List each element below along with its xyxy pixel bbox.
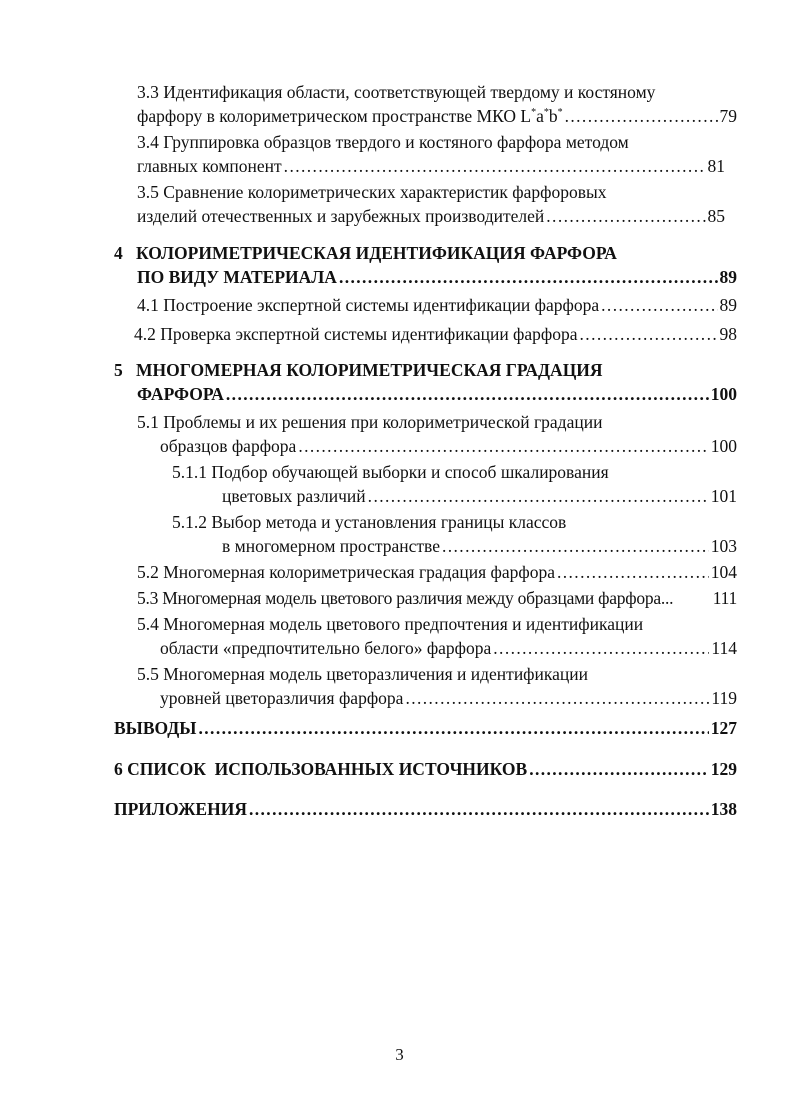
toc-entry-3-4-line2 [137, 154, 725, 178]
chapter-title: ПО ВИДУ МАТЕРИАЛА [137, 267, 337, 287]
toc-page-number: 89 [719, 295, 737, 315]
page-number: 3 [395, 1045, 404, 1064]
toc-entry-text: 5.3 Многомерная модель цветового различия между образцами фарфора... [137, 588, 674, 608]
toc-entry-text: 5.4 Многомерная модель цветового предпочтения и идентификации [137, 614, 644, 634]
toc-entry-5-1-1-line1 [172, 460, 609, 484]
chapter-number: 4 [114, 243, 123, 263]
dot-leader [493, 636, 709, 660]
toc-conclusions [114, 716, 737, 740]
dot-leader [557, 560, 709, 584]
toc-entry-text: изделий отечественных и зарубежных производителей [137, 206, 545, 226]
dot-leader [226, 382, 709, 406]
toc-page-number: 101 [710, 486, 737, 506]
chapter-title: ФАРФОРА [137, 384, 224, 404]
toc-chapter-4-line1 [114, 241, 617, 265]
toc-entry-3-3-line2 [137, 104, 737, 128]
toc-page-number: 98 [719, 324, 737, 344]
toc-entry-5-4-line1 [137, 612, 643, 636]
toc-entry-text: 5.1.2 Выбор метода и установления границы классов [172, 512, 567, 532]
toc-entry-text: уровней цветоразличия фарфора [160, 688, 404, 708]
chapter-title: МНОГОМЕРНАЯ КОЛОРИМЕТРИЧЕСКАЯ ГРАДАЦИЯ [136, 360, 603, 380]
toc-entry-5-3 [137, 586, 737, 610]
toc-entry-5-1-2-line1 [172, 510, 566, 534]
toc-page-number: 127 [710, 718, 737, 738]
toc-page-number: 104 [710, 562, 737, 582]
toc-entry-text: главных компонент [137, 156, 282, 176]
toc-entry-text: в многомерном пространстве [222, 536, 440, 556]
toc-entry-text: 5.2 Многомерная колориметрическая градация фарфора [137, 562, 555, 582]
dot-leader [546, 204, 705, 228]
toc-entry-text: 3.5 Сравнение колориметрических характеристик фарфоровых [137, 182, 607, 202]
toc-page-number: 119 [711, 688, 737, 708]
toc-entry-5-2 [137, 560, 737, 584]
dot-leader [199, 716, 709, 740]
toc-entry-text: 5.5 Многомерная модель цветоразличения и идентификации [137, 664, 588, 684]
toc-page-number: 138 [710, 799, 737, 819]
toc-entry-5-1-2-line2 [222, 534, 737, 558]
toc-entry-text: фарфору в колориметрическом пространстве МКО L*a*b* [137, 106, 563, 126]
dot-leader [601, 293, 717, 317]
dot-leader [580, 322, 718, 346]
toc-entry-5-1-line2 [160, 434, 737, 458]
chapter-number: 5 [114, 360, 123, 380]
toc-entry-4-2 [134, 322, 737, 346]
toc-page-number: 81 [707, 156, 725, 176]
dot-leader [529, 757, 709, 781]
dot-leader [249, 797, 709, 821]
toc-entry-text: ВЫВОДЫ [114, 718, 197, 738]
toc-entry-text: 3.3 Идентификация области, соответствующей твердому и костяному [137, 82, 656, 102]
toc-entry-text: 4.1 Построение экспертной системы идентификации фарфора [137, 295, 600, 315]
toc-entry-3-4-line1 [137, 130, 629, 154]
toc-entry-3-5-line2 [137, 204, 725, 228]
toc-appendix [114, 797, 737, 821]
toc-page-number: 103 [710, 536, 737, 556]
chapter-title: КОЛОРИМЕТРИЧЕСКАЯ ИДЕНТИФИКАЦИЯ ФАРФОРА [136, 243, 617, 263]
toc-entry-text: ПРИЛОЖЕНИЯ [114, 799, 247, 819]
toc-entry-5-5-line1 [137, 662, 588, 686]
toc-entry-text: области «предпочтительно белого» фарфора [160, 638, 492, 658]
toc-page-number: 114 [711, 638, 737, 658]
toc-entry-text: 4.2 Проверка экспертной системы идентификации фарфора [134, 324, 578, 344]
toc-page-number: 79 [719, 106, 737, 126]
toc-page-number: 111 [712, 588, 737, 608]
toc-entry-3-3-line1 [137, 80, 655, 104]
toc-chapter-6 [114, 757, 737, 781]
dot-leader [405, 686, 709, 710]
dot-leader [442, 534, 709, 558]
toc-entry-text: 5.1 Проблемы и их решения при колориметрической градации [137, 412, 603, 432]
toc-entry-4-1 [137, 293, 737, 317]
toc-page-number: 100 [710, 436, 737, 456]
toc-entry-text: 6 СПИСОК ИСПОЛЬЗОВАННЫХ ИСТОЧНИКОВ [114, 759, 528, 779]
toc-chapter-5-line1 [114, 358, 603, 382]
toc-entry-5-4-line2 [160, 636, 737, 660]
toc-entry-text: 5.1.1 Подбор обучающей выборки и способ шкалирования [172, 462, 609, 482]
dot-leader [368, 484, 709, 508]
toc-chapter-4-line2 [137, 265, 737, 289]
toc-entry-text: 3.4 Группировка образцов твердого и костяного фарфора методом [137, 132, 629, 152]
dot-leader [284, 154, 706, 178]
toc-entry-text: образцов фарфора [160, 436, 297, 456]
dot-leader [339, 265, 718, 289]
dot-leader [298, 434, 708, 458]
toc-entry-5-5-line2 [160, 686, 737, 710]
toc-page-number: 129 [710, 759, 737, 779]
toc-page-number: 85 [707, 206, 725, 226]
toc-page-number: 89 [719, 267, 737, 287]
toc-page-number: 100 [710, 384, 737, 404]
toc-entry-5-1-line1 [137, 410, 602, 434]
dot-leader [565, 104, 718, 128]
toc-entry-3-5-line1 [137, 180, 607, 204]
toc-chapter-5-line2 [137, 382, 737, 406]
toc-entry-text: цветовых различий [222, 486, 366, 506]
toc-entry-5-1-1-line2 [222, 484, 737, 508]
